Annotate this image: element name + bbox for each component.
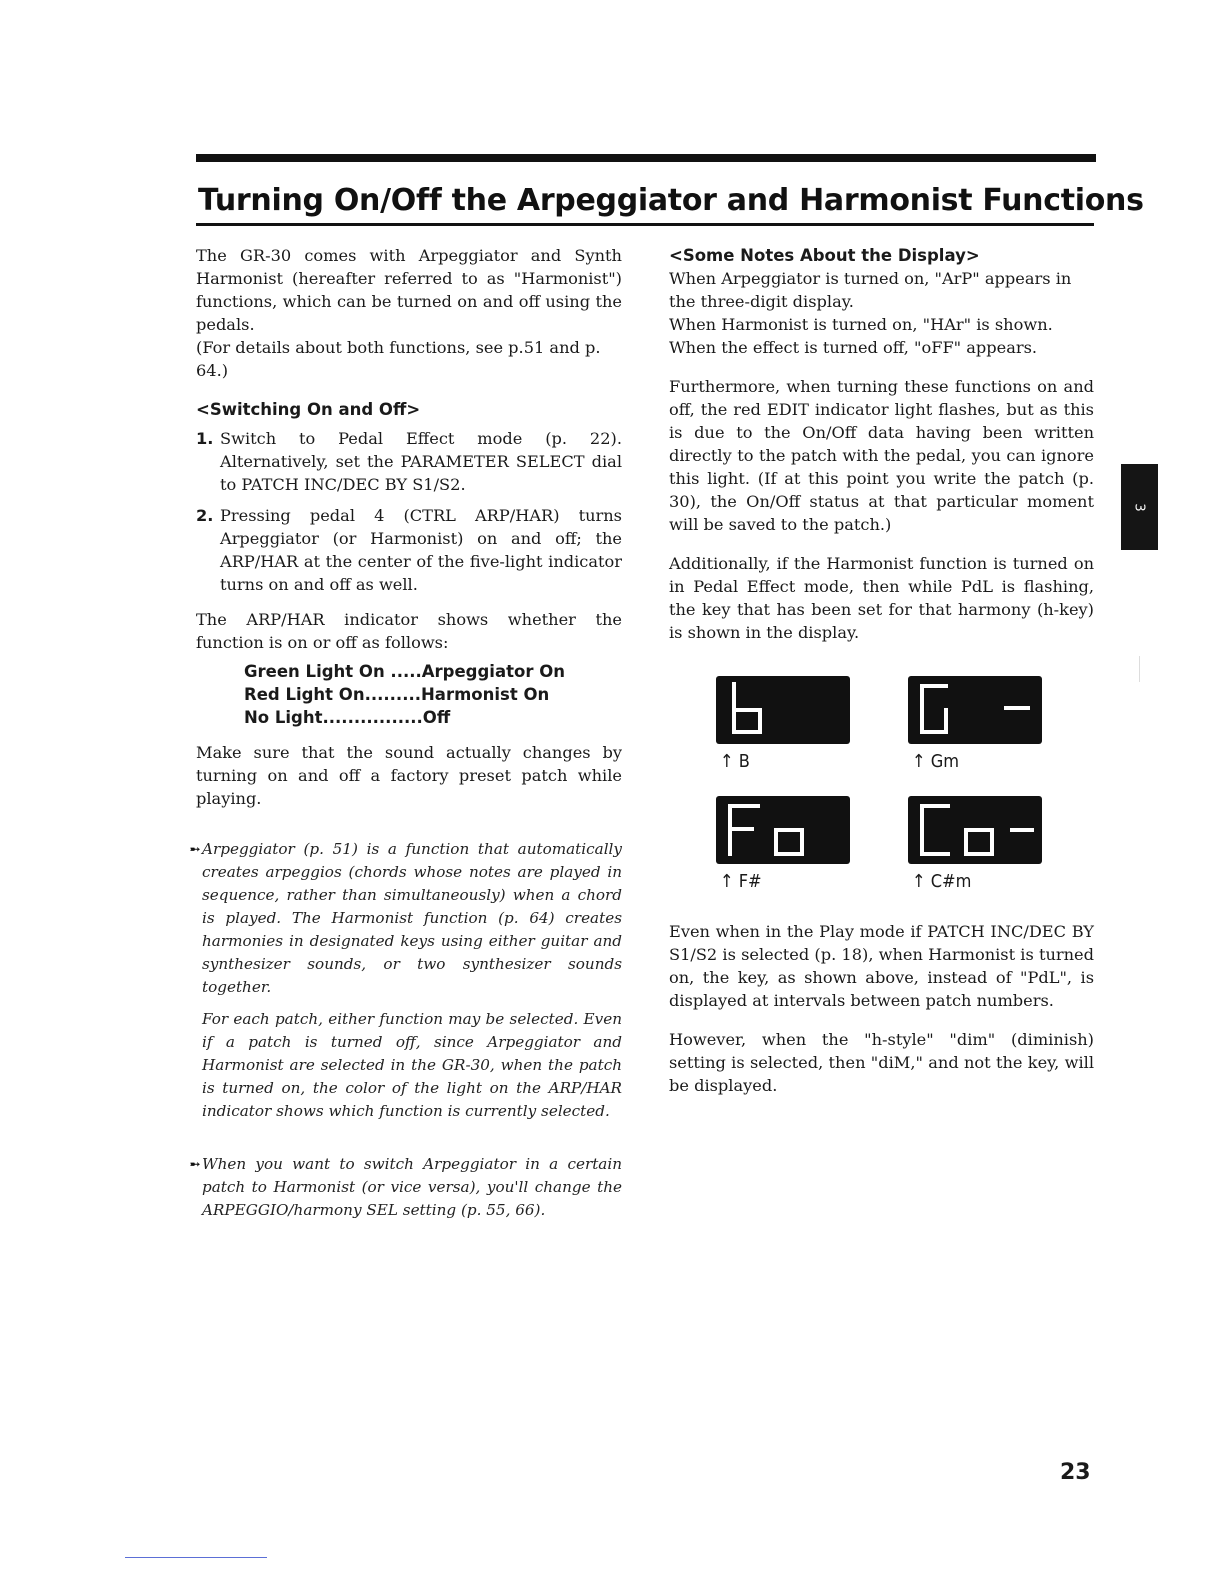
step-text: Switch to Pedal Effect mode (p. 22). Alternatively, set the PARAMETER SELECT dial to PATCH INC/DEC BY S1/S2. [220,429,622,494]
lcd-segments [716,676,850,744]
lcd-display [908,676,1042,744]
lcd-example [908,676,1042,774]
intro-paragraph: The GR-30 comes with Arpeggiator and Synth Harmonist (hereafter referred to as "Harmonist") functions, which can be turned on and off using the pedals. [196,246,622,334]
up-arrow-icon: ↑ [720,871,734,892]
intro-reference: (For details about both functions, see p.51 and p. 64.) [196,338,601,380]
edge-mark [1139,656,1140,682]
page-number: 23 [1060,1460,1091,1485]
note-arpeggiator [190,838,622,1123]
lcd-caption [908,870,1042,894]
lcd-caption [716,870,850,894]
however-paragraph: However, when the "h-style" "dim" (diminish) setting is selected, then "diM," and not the key, will be displayed. [669,1030,1094,1095]
note-paragraph: Arpeggiator (p. 51) is a function that automatically creates arpeggios (chords whose notes are played in sequence, rather than simultaneously) when a chord is played. The Harmonist function (p. 64) creates harmonies in designated keys using either guitar and synthesizer sounds, or two synthesizer sounds together. [202,840,622,996]
status-red: Red Light On.........Harmonist On [244,685,550,704]
step-item [196,427,622,496]
status-none: No Light................Off [244,708,451,727]
lcd-caption [716,750,850,774]
up-arrow-icon: ↑ [912,871,926,892]
additionally-paragraph: Additionally, if the Harmonist function is turned on in Pedal Effect mode, then while PdL is flashing, the key that has been set for that harmony (h-key) is shown in the display. [669,554,1094,642]
even-when-paragraph: Even when in the Play mode if PATCH INC/DEC BY S1/S2 is selected (p. 18), when Harmonist is turned on, the key, as shown above, instead of "PdL", is displayed at intervals between patch numbers. [669,922,1094,1010]
step-number: 2. [196,506,214,525]
lcd-caption [908,750,1042,774]
segment-b [734,684,760,732]
note-switch [190,1153,622,1222]
step-number: 1. [196,429,214,448]
lcd-display [716,796,850,864]
lcd-key-label: B [738,751,750,772]
lcd-segments [908,796,1042,864]
title-underline [196,223,1094,226]
top-rule [196,154,1096,162]
page-title: Turning On/Off the Arpeggiator and Harmonist Functions [198,183,1144,218]
segment-o [776,830,802,854]
up-arrow-icon: ↑ [912,751,926,772]
note-arrow-icon: ➸ [190,1157,199,1171]
note-arrow-icon: ➸ [190,842,199,856]
note-paragraph: For each patch, either function may be selected. Even if a patch is turned off, since Arpeggiator and Harmonist are selected in the GR-30, when the patch is turned on, the color of the light on the ARP/HAR indicator shows which function is currently selected. [202,1010,622,1120]
lcd-display [716,676,850,744]
status-green: Green Light On .....Arpeggiator On [244,662,565,681]
step-text: Pressing pedal 4 (CTRL ARP/HAR) turns Arpeggiator (or Harmonist) on and off; the ARP/HAR at the center of the five-light indicator turns on and off as well. [220,506,622,594]
make-sure-paragraph: Make sure that the sound actually changes by turning on and off a factory preset patch while playing. [196,743,622,808]
display-heading: <Some Notes About the Display> [669,246,980,265]
lcd-key-label: F# [738,871,762,892]
furthermore-paragraph: Furthermore, when turning these functions on and off, the red EDIT indicator light flashes, but as this is due to the On/Off data having been written directly to the patch with the pedal, you can ignore this light. (If at this point you write the patch (p. 30), the On/Off status at that particular moment will be saved to the patch.) [669,377,1094,534]
left-column [190,244,622,1222]
lcd-key-label: Gm [930,751,960,772]
lcd-segments [908,676,1042,744]
up-arrow-icon: ↑ [720,751,734,772]
indicator-status-list [244,660,622,729]
segment-g [922,686,946,732]
footer-rule [125,1557,267,1558]
chapter-tab [1121,464,1158,550]
segment-c [922,806,948,854]
display-paragraph: When Harmonist is turned on, "HAr" is shown. When the effect is turned off, "oFF" appears. [669,315,1053,357]
step-item [196,504,622,596]
note-paragraph: When you want to switch Arpeggiator in a certain patch to Harmonist (or vice versa), you'll change the ARPEGGIO/harmony SEL setting (p. 55, 66). [202,1155,622,1219]
switching-heading: <Switching On and Off> [196,400,421,419]
display-paragraph: When Arpeggiator is turned on, "ArP" appears in the three-digit display. [669,269,1072,311]
lcd-key-label: C#m [930,871,972,892]
segment-o [966,830,992,854]
lcd-segments [716,796,850,864]
chapter-tab-label: 3 [1132,502,1147,512]
lcd-example [716,676,850,774]
lcd-example [716,796,850,894]
lcd-display [908,796,1042,864]
steps-list [196,427,622,596]
segment-f [730,806,758,854]
right-column [669,244,1094,1097]
indicator-intro: The ARP/HAR indicator shows whether the function is on or off as follows: [196,610,622,652]
lcd-example [908,796,1042,894]
lcd-examples [669,666,1094,906]
